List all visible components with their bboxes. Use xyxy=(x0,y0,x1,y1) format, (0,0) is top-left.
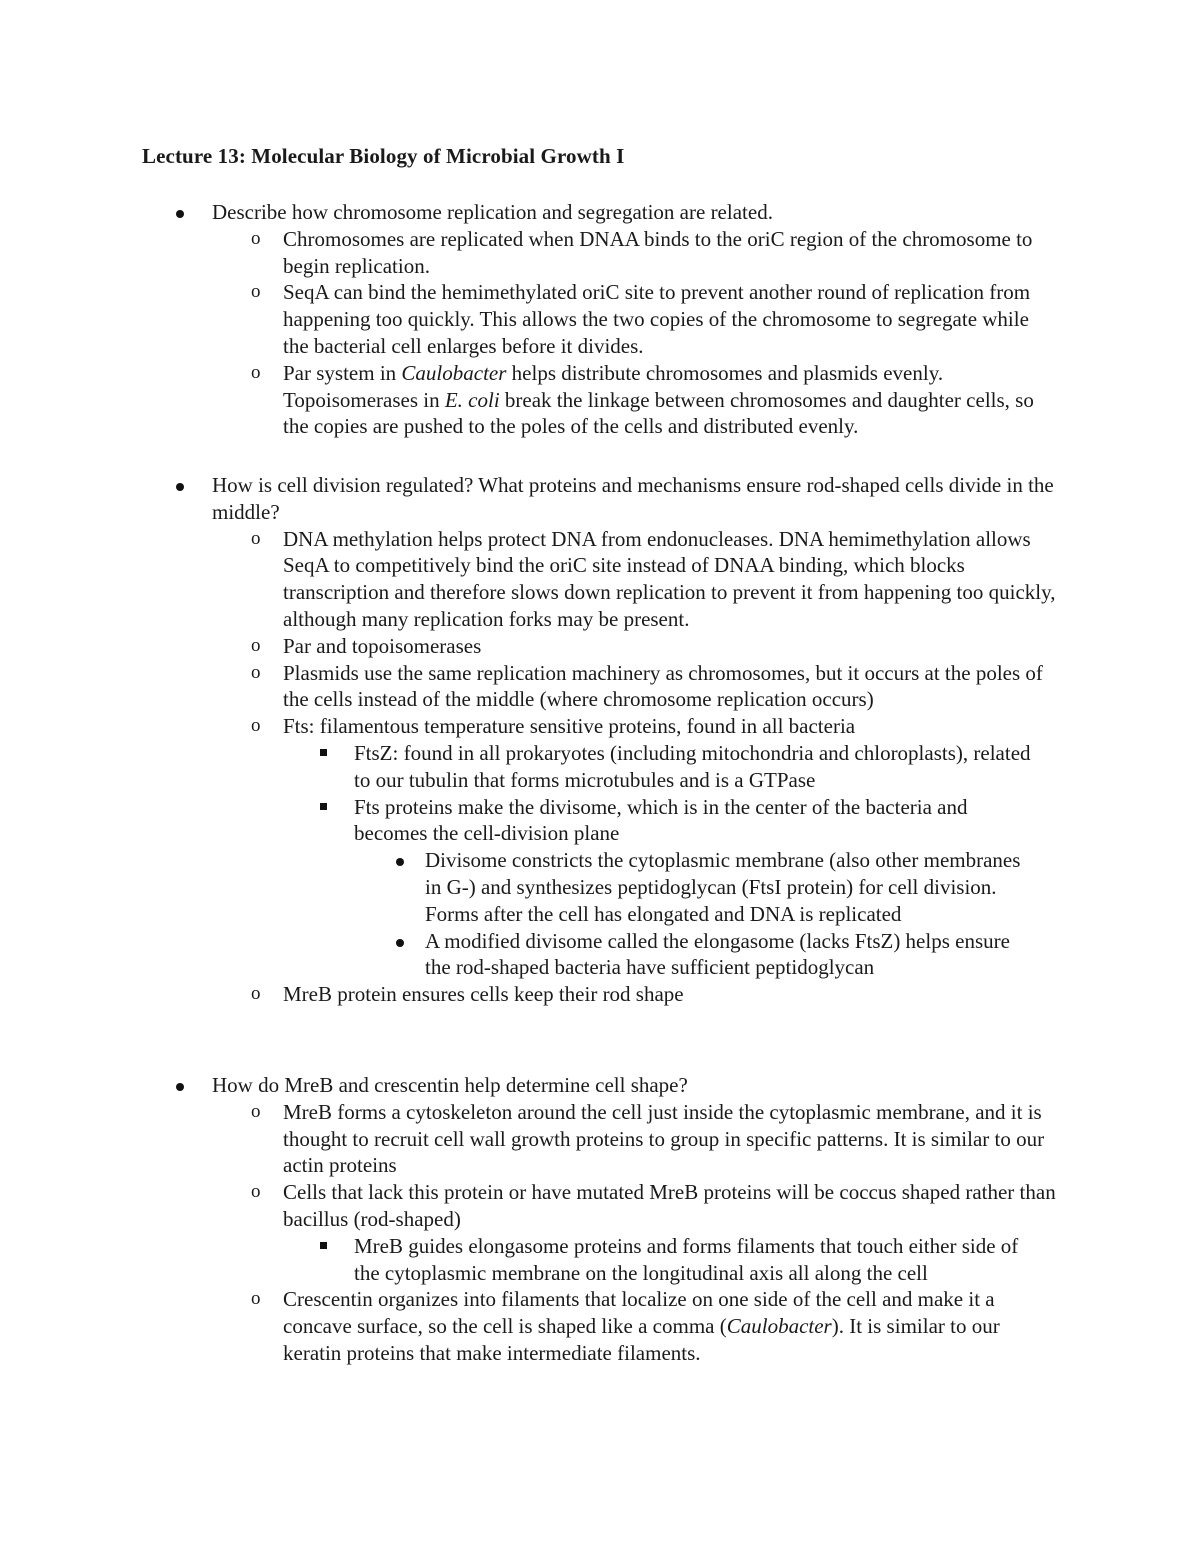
question-text: How do MreB and crescentin help determine cell shape? xyxy=(212,1073,688,1097)
bullet-icon xyxy=(176,483,184,491)
answer-list xyxy=(212,226,1072,440)
circle-bullet-icon: o xyxy=(251,281,261,303)
page-title: Lecture 13: Molecular Biology of Microbial Growth I xyxy=(142,144,625,168)
answer-item xyxy=(212,279,1058,359)
genus-name: Caulobacter xyxy=(726,1314,832,1339)
genus-name: Caulobacter xyxy=(401,360,507,385)
circle-bullet-icon: o xyxy=(251,227,261,249)
divisome-sublist xyxy=(354,847,1044,981)
question-item xyxy=(0,1072,1072,1367)
section-1 xyxy=(0,199,1200,440)
bullet-icon xyxy=(176,1083,184,1091)
answer-text: Plasmids use the same replication machinery as chromosomes, but it occurs at the poles of the cells instead of the middle (where chromosome replication occurs) xyxy=(283,660,1043,712)
fts-sublist xyxy=(283,740,1058,981)
sub-sub-item xyxy=(354,847,1035,927)
question-text: How is cell division regulated? What proteins and mechanisms ensure rod-shaped cells divide in the middle? xyxy=(212,473,1054,524)
square-bullet-icon xyxy=(320,1242,327,1249)
sub-item xyxy=(283,1233,1044,1287)
circle-bullet-icon: o xyxy=(251,983,261,1005)
answer-item xyxy=(212,526,1058,633)
answer-text-part: helps distribute chromosomes and plasmids evenly. Topoisomerases in xyxy=(283,360,944,412)
question-item xyxy=(0,472,1072,1008)
square-bullet-icon xyxy=(320,803,327,810)
bullet-icon xyxy=(176,210,184,218)
sub-sub-text: Divisome constricts the cytoplasmic membrane (also other membranes in G-) and synthesizes peptidoglycan (FtsI protein) for cell division. Forms after the cell has elongated and DNA is replicated xyxy=(425,848,1021,926)
section-2 xyxy=(0,472,1200,1008)
sub-text: Fts proteins make the divisome, which is in the center of the bacteria and becomes the cell-division plane xyxy=(354,794,968,846)
answer-text: Chromosomes are replicated when DNAA binds to the oriC region of the chromosome to begin replication. xyxy=(283,226,1033,278)
answer-text: DNA methylation helps protect DNA from endonucleases. DNA hemimethylation allows SeqA to competitively bind the oriC site instead of DNAA binding, which blocks transcription and therefore slows down replication to prevent it from happening too quickly, although many replication forks may be present. xyxy=(283,526,1056,631)
answer-text: Fts: filamentous temperature sensitive proteins, found in all bacteria xyxy=(283,714,856,739)
circle-bullet-icon: o xyxy=(251,1100,261,1122)
answer-item xyxy=(212,1179,1058,1286)
circle-bullet-icon: o xyxy=(251,361,261,383)
answer-item xyxy=(212,660,1058,714)
mreb-sublist xyxy=(283,1233,1058,1287)
answer-text-part: Par system in xyxy=(283,360,402,385)
answer-text: MreB protein ensures cells keep their rod shape xyxy=(283,982,684,1007)
answer-list xyxy=(212,526,1072,1008)
answer-text-part: Crescentin organizes into filaments that localize on one side of the cell and make it a concave surface, so the cell is shaped like a comma ( xyxy=(283,1287,995,1339)
answer-item xyxy=(212,226,1058,280)
question-item xyxy=(0,199,1072,440)
answer-item xyxy=(212,981,1058,1008)
sub-text: FtsZ: found in all prokaryotes (including mitochondria and chloroplasts), related to our tubulin that forms microtubules and is a GTPase xyxy=(354,740,1031,792)
answer-item xyxy=(212,1099,1058,1179)
answer-list xyxy=(212,1099,1072,1367)
answer-item xyxy=(212,713,1058,981)
sub-sub-item xyxy=(354,928,1035,982)
sub-text: MreB guides elongasome proteins and forms filaments that touch either side of the cytoplasmic membrane on the longitudinal axis all along the cell xyxy=(354,1233,1019,1285)
answer-text: MreB forms a cytoskeleton around the cell just inside the cytoplasmic membrane, and it is thought to recruit cell wall growth proteins to group in specific patterns. It is similar to our actin proteins xyxy=(283,1099,1045,1178)
circle-bullet-icon: o xyxy=(251,527,261,549)
section-3 xyxy=(0,1072,1200,1367)
bullet-icon xyxy=(396,858,404,866)
question-text: Describe how chromosome replication and segregation are related. xyxy=(212,200,773,224)
circle-bullet-icon: o xyxy=(251,661,261,683)
sub-sub-text: A modified divisome called the elongasome (lacks FtsZ) helps ensure the rod-shaped bacteria have sufficient peptidoglycan xyxy=(425,928,1010,980)
circle-bullet-icon: o xyxy=(251,1181,261,1203)
answer-text: Par and topoisomerases xyxy=(283,633,482,658)
circle-bullet-icon: o xyxy=(251,634,261,656)
answer-item xyxy=(212,360,1058,440)
square-bullet-icon xyxy=(320,749,327,756)
answer-text-part: break the linkage between chromosomes and daughter cells, so the copies are pushed to the poles of the cells and distributed evenly. xyxy=(283,387,1034,439)
answer-text-part: ). It is similar to our keratin proteins that make intermediate filaments. xyxy=(283,1314,1000,1365)
circle-bullet-icon: o xyxy=(251,1288,261,1310)
answer-text: Cells that lack this protein or have mutated MreB proteins will be coccus shaped rather than bacillus (rod-shaped) xyxy=(283,1180,1056,1231)
sub-item xyxy=(283,794,1044,982)
circle-bullet-icon: o xyxy=(251,715,261,737)
answer-item xyxy=(212,633,1058,660)
species-name: E. coli xyxy=(444,387,500,412)
answer-item xyxy=(212,1286,1058,1366)
sub-item xyxy=(283,740,1044,794)
bullet-icon xyxy=(396,939,404,947)
answer-text: SeqA can bind the hemimethylated oriC site to prevent another round of replication from happening too quickly. This allows the two copies of the chromosome to segregate while the bacterial cell enlarges before it divides. xyxy=(283,280,1031,358)
